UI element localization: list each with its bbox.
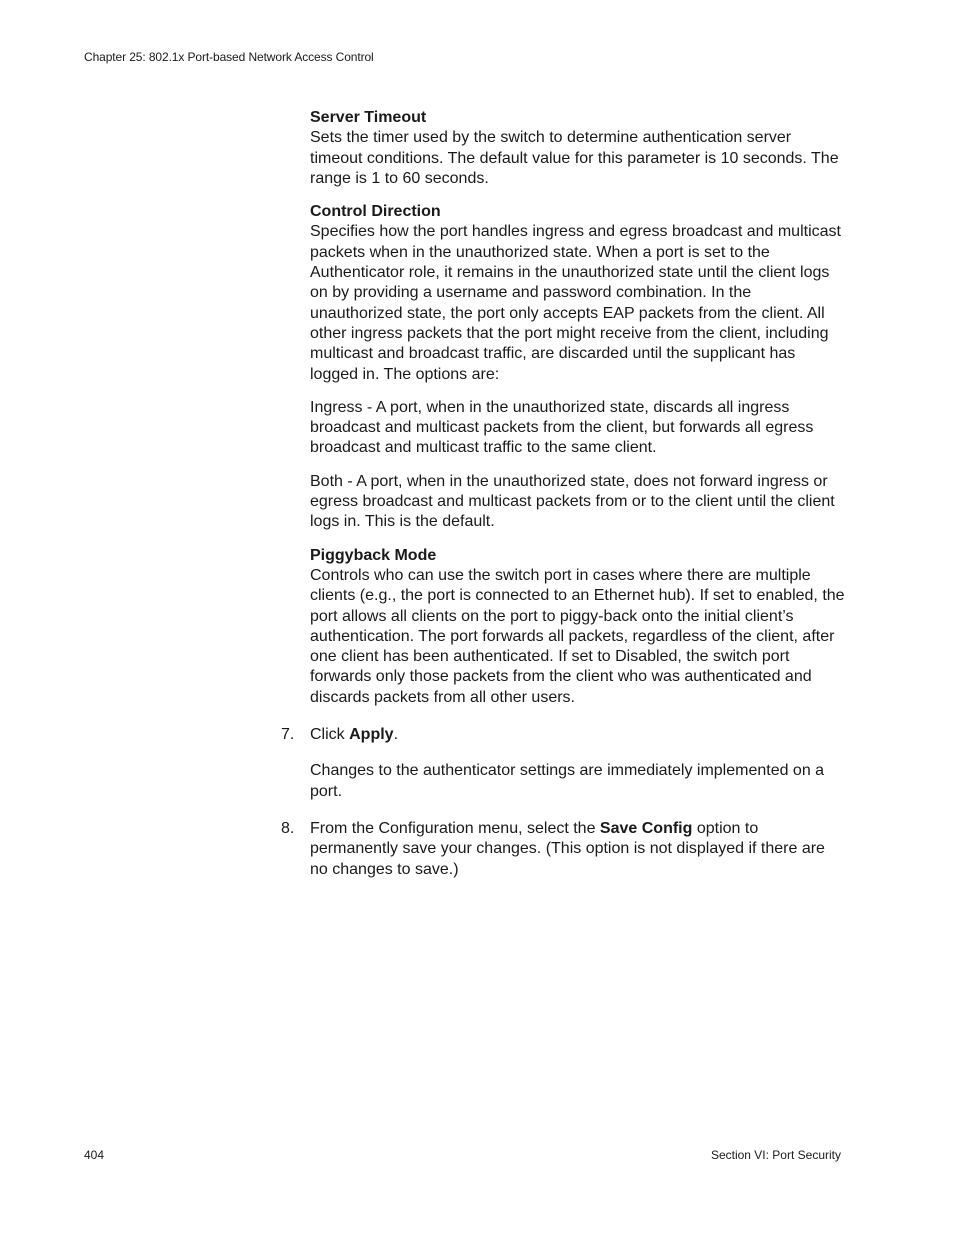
step-8 [281,819,845,880]
step-text: Click [310,726,350,744]
page-number: 404 [84,1148,105,1162]
step-number: 8. [281,819,295,837]
section-heading-server-timeout: Server Timeout [310,109,427,126]
option-both: Both - A port, when in the unauthorized state, does not forward ingress or egress broadcast and multicast packets from or to the client until the client logs in. This is the default. [310,472,835,531]
section-body-piggyback-mode: Controls who can use the switch port in cases where there are multiple clients (e.g., the port is connected to an Ethernet hub). If set to enabled, the port allows all clients on the port to piggy-back onto the initial client’s authentication. The port forwards all packets, regardless of the client, after one client has been authenticated. If set to Disabled, the switch port forwards only those packets from the client who was authenticated and discards packets from all other users. [310,566,845,706]
step-7 [281,725,845,745]
section-body-control-direction: Specifies how the port handles ingress and egress broadcast and multicast packets when in the unauthorized state. When a port is set to the Authenticator role, it remains in the unauthorized state until the client logs on by providing a username and password combination. In the unauthorized state, the port only accepts EAP packets from the client. All other ingress packets that the port might receive from the client, including multicast and broadcast traffic, are discarded until the supplicant has logged in. The options are: [310,223,841,383]
section-body-server-timeout: Sets the timer used by the switch to determine authentication server timeout conditions. The default value for this parameter is 10 seconds. The range is 1 to 60 seconds. [310,129,839,187]
section-heading-control-direction: Control Direction [310,203,441,221]
step-text-end: . [393,726,399,744]
running-header: Chapter 25: 802.1x Port-based Network Access Control [84,50,374,64]
step-text-end: option to permanently save your changes. (This option is not displayed if there are no changes to save.) [310,819,825,878]
apply-label: Apply [349,726,394,744]
option-ingress: Ingress - A port, when in the unauthorized state, discards all ingress broadcast and multicast packets from the client, but forwards all egress broadcast and multicast traffic to the same client. [310,398,814,457]
step-number: 7. [281,726,295,744]
page-content [281,108,845,896]
footer-section: Section VI: Port Security [710,1148,841,1162]
step-text: From the Configuration menu, select the [310,819,600,837]
step-7-note: Changes to the authenticator settings are immediately implemented on a port. [310,762,825,800]
save-config-label: Save Config [599,819,693,837]
section-heading-piggyback-mode: Piggyback Mode [310,546,437,564]
